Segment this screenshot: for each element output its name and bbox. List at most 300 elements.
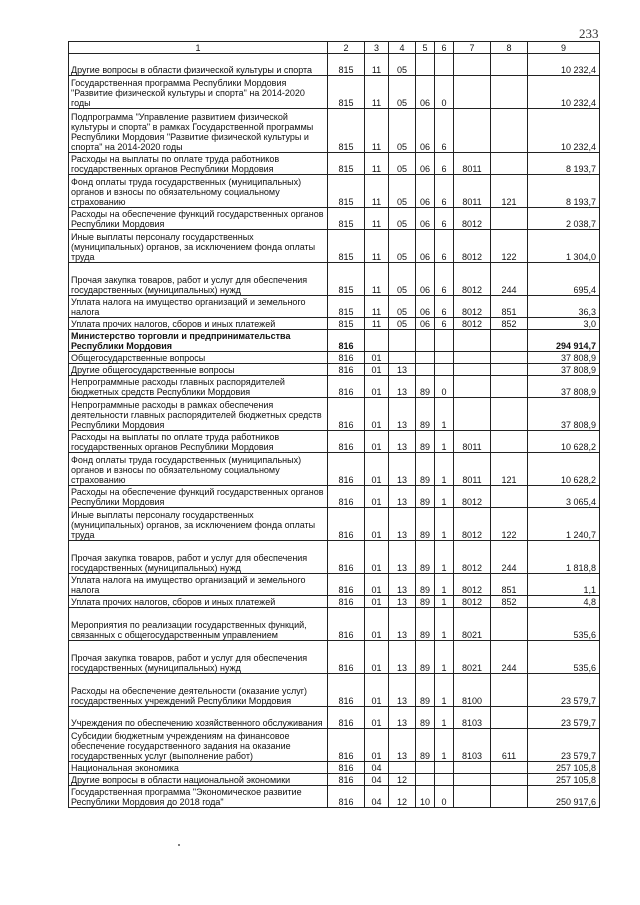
row-name-cell: Субсидии бюджетным учреждениям на финансовое обеспечение государственного задания на оказание государственных услуг (выполнение работ) bbox=[69, 729, 328, 762]
code-cell: 89 bbox=[416, 508, 435, 541]
code-cell: 11 bbox=[365, 109, 389, 153]
code-cell: 122 bbox=[491, 508, 528, 541]
code-cell: 6 bbox=[435, 175, 454, 208]
code-cell bbox=[454, 109, 491, 153]
code-cell: 8012 bbox=[454, 208, 491, 230]
amount-cell: 250 917,6 bbox=[528, 786, 600, 808]
code-cell: 13 bbox=[389, 453, 416, 486]
code-cell bbox=[365, 330, 389, 352]
code-cell bbox=[491, 707, 528, 729]
code-cell: 6 bbox=[435, 230, 454, 263]
amount-cell: 294 914,7 bbox=[528, 330, 600, 352]
header-cell: 1 bbox=[69, 42, 328, 54]
code-cell: 244 bbox=[491, 641, 528, 674]
code-cell: 89 bbox=[416, 541, 435, 574]
code-cell bbox=[491, 376, 528, 398]
code-cell: 6 bbox=[435, 153, 454, 175]
row-name-cell: Расходы на обеспечение функций государственных органов Республики Мордовия bbox=[69, 208, 328, 230]
code-cell bbox=[435, 774, 454, 786]
amount-cell: 36,3 bbox=[528, 296, 600, 318]
table-row bbox=[69, 153, 600, 175]
code-cell bbox=[491, 774, 528, 786]
code-cell: 06 bbox=[416, 208, 435, 230]
code-cell: 815 bbox=[328, 230, 365, 263]
code-cell bbox=[454, 76, 491, 109]
header-cell: 5 bbox=[416, 42, 435, 54]
table-row bbox=[69, 330, 600, 352]
code-cell: 05 bbox=[389, 76, 416, 109]
code-cell: 01 bbox=[365, 596, 389, 608]
table-row bbox=[69, 263, 600, 296]
code-cell bbox=[491, 608, 528, 641]
row-name-cell: Фонд оплаты труда государственных (муниципальных) органов и взносы по обязательному социальному страхованию bbox=[69, 453, 328, 486]
code-cell: 1 bbox=[435, 398, 454, 431]
code-cell: 06 bbox=[416, 263, 435, 296]
code-cell: 611 bbox=[491, 729, 528, 762]
amount-cell: 10 232,4 bbox=[528, 109, 600, 153]
table-row bbox=[69, 318, 600, 330]
code-cell: 8012 bbox=[454, 596, 491, 608]
code-cell: 815 bbox=[328, 208, 365, 230]
code-cell bbox=[416, 330, 435, 352]
amount-cell: 1 240,7 bbox=[528, 508, 600, 541]
row-name-cell: Иные выплаты персоналу государственных (муниципальных) органов, за исключением фонда оплаты труда bbox=[69, 508, 328, 541]
code-cell: 815 bbox=[328, 263, 365, 296]
code-cell: 244 bbox=[491, 263, 528, 296]
amount-cell: 1 818,8 bbox=[528, 541, 600, 574]
code-cell: 01 bbox=[365, 541, 389, 574]
code-cell: 12 bbox=[389, 774, 416, 786]
amount-cell: 8 193,7 bbox=[528, 153, 600, 175]
row-name-cell: Непрограммные расходы главных распорядителей бюджетных средств Республики Мордовия bbox=[69, 376, 328, 398]
code-cell: 89 bbox=[416, 431, 435, 453]
code-cell: 8012 bbox=[454, 486, 491, 508]
code-cell: 05 bbox=[389, 54, 416, 76]
code-cell: 13 bbox=[389, 729, 416, 762]
code-cell: 816 bbox=[328, 608, 365, 641]
code-cell bbox=[435, 352, 454, 364]
table-row bbox=[69, 376, 600, 398]
code-cell bbox=[491, 486, 528, 508]
code-cell bbox=[491, 786, 528, 808]
code-cell bbox=[454, 398, 491, 431]
code-cell: 13 bbox=[389, 574, 416, 596]
code-cell: 816 bbox=[328, 352, 365, 364]
code-cell: 13 bbox=[389, 431, 416, 453]
code-cell: 05 bbox=[389, 296, 416, 318]
row-name-cell: Иные выплаты персоналу государственных (муниципальных) органов, за исключением фонда оплаты труда bbox=[69, 230, 328, 263]
code-cell: 8012 bbox=[454, 318, 491, 330]
code-cell: 13 bbox=[389, 486, 416, 508]
code-cell: 05 bbox=[389, 318, 416, 330]
code-cell: 6 bbox=[435, 109, 454, 153]
code-cell: 851 bbox=[491, 574, 528, 596]
code-cell bbox=[389, 330, 416, 352]
code-cell: 0 bbox=[435, 786, 454, 808]
code-cell: 816 bbox=[328, 729, 365, 762]
code-cell bbox=[416, 762, 435, 774]
table-row bbox=[69, 230, 600, 263]
code-cell bbox=[491, 153, 528, 175]
row-name-cell: Прочая закупка товаров, работ и услуг для обеспечения государственных (муниципальных) нужд bbox=[69, 641, 328, 674]
amount-cell: 10 232,4 bbox=[528, 54, 600, 76]
code-cell: 816 bbox=[328, 574, 365, 596]
code-cell: 05 bbox=[389, 230, 416, 263]
code-cell: 01 bbox=[365, 431, 389, 453]
row-name-cell: Общегосударственные вопросы bbox=[69, 352, 328, 364]
code-cell: 89 bbox=[416, 574, 435, 596]
code-cell: 05 bbox=[389, 153, 416, 175]
code-cell: 852 bbox=[491, 318, 528, 330]
code-cell: 1 bbox=[435, 453, 454, 486]
code-cell bbox=[491, 431, 528, 453]
code-cell: 06 bbox=[416, 175, 435, 208]
table-row bbox=[69, 508, 600, 541]
amount-cell: 8 193,7 bbox=[528, 175, 600, 208]
code-cell: 1 bbox=[435, 729, 454, 762]
code-cell bbox=[416, 54, 435, 76]
code-cell: 13 bbox=[389, 608, 416, 641]
code-cell: 11 bbox=[365, 153, 389, 175]
code-cell: 01 bbox=[365, 486, 389, 508]
table-row bbox=[69, 109, 600, 153]
code-cell: 8011 bbox=[454, 453, 491, 486]
amount-cell: 23 579,7 bbox=[528, 729, 600, 762]
code-cell: 8012 bbox=[454, 574, 491, 596]
code-cell bbox=[435, 364, 454, 376]
table-row bbox=[69, 352, 600, 364]
row-name-cell: Непрограммные расходы в рамках обеспечения деятельности главных распорядителей бюджетных средств Республики Мордовия bbox=[69, 398, 328, 431]
amount-cell: 23 579,7 bbox=[528, 674, 600, 707]
code-cell: 11 bbox=[365, 263, 389, 296]
code-cell: 13 bbox=[389, 364, 416, 376]
code-cell: 816 bbox=[328, 453, 365, 486]
code-cell: 8021 bbox=[454, 641, 491, 674]
code-cell: 816 bbox=[328, 330, 365, 352]
code-cell: 1 bbox=[435, 596, 454, 608]
code-cell: 01 bbox=[365, 376, 389, 398]
code-cell: 6 bbox=[435, 318, 454, 330]
table-row bbox=[69, 486, 600, 508]
code-cell: 8012 bbox=[454, 296, 491, 318]
code-cell: 89 bbox=[416, 596, 435, 608]
code-cell: 1 bbox=[435, 574, 454, 596]
code-cell bbox=[454, 352, 491, 364]
amount-cell: 257 105,8 bbox=[528, 774, 600, 786]
code-cell bbox=[454, 774, 491, 786]
code-cell: 815 bbox=[328, 296, 365, 318]
code-cell: 06 bbox=[416, 230, 435, 263]
row-name-cell: Расходы на обеспечение функций государственных органов Республики Мордовия bbox=[69, 486, 328, 508]
code-cell bbox=[416, 364, 435, 376]
code-cell: 01 bbox=[365, 608, 389, 641]
code-cell: 816 bbox=[328, 596, 365, 608]
code-cell: 8012 bbox=[454, 541, 491, 574]
row-name-cell: Прочая закупка товаров, работ и услуг для обеспечения государственных (муниципальных) нужд bbox=[69, 263, 328, 296]
code-cell: 11 bbox=[365, 230, 389, 263]
code-cell: 816 bbox=[328, 541, 365, 574]
header-cell: 2 bbox=[328, 42, 365, 54]
code-cell: 6 bbox=[435, 263, 454, 296]
amount-cell: 37 808,9 bbox=[528, 364, 600, 376]
code-cell: 05 bbox=[389, 109, 416, 153]
code-cell: 8012 bbox=[454, 263, 491, 296]
code-cell: 01 bbox=[365, 674, 389, 707]
code-cell: 05 bbox=[389, 175, 416, 208]
code-cell: 0 bbox=[435, 376, 454, 398]
row-name-cell: Расходы на выплаты по оплате труда работников государственных органов Республики Мордовия bbox=[69, 431, 328, 453]
amount-cell: 535,6 bbox=[528, 608, 600, 641]
amount-cell: 257 105,8 bbox=[528, 762, 600, 774]
code-cell: 1 bbox=[435, 431, 454, 453]
code-cell: 13 bbox=[389, 398, 416, 431]
row-name-cell: Уплата налога на имущество организаций и земельного налога bbox=[69, 574, 328, 596]
row-name-cell: Уплата налога на имущество организаций и земельного налога bbox=[69, 296, 328, 318]
code-cell: 121 bbox=[491, 453, 528, 486]
code-cell: 816 bbox=[328, 707, 365, 729]
table-row bbox=[69, 453, 600, 486]
code-cell: 6 bbox=[435, 208, 454, 230]
stray-mark bbox=[178, 844, 180, 846]
code-cell bbox=[435, 762, 454, 774]
code-cell: 816 bbox=[328, 486, 365, 508]
row-name-cell: Подпрограмма "Управление развитием физической культуры и спорта" в рамках Государственной программы Республики Мордовия "Развитие физической культуры и спорта" на 2014-2020 годы bbox=[69, 109, 328, 153]
row-name-cell: Фонд оплаты труда государственных (муниципальных) органов и взносы по обязательному социальному страхованию bbox=[69, 175, 328, 208]
code-cell bbox=[491, 398, 528, 431]
code-cell: 01 bbox=[365, 508, 389, 541]
code-cell: 852 bbox=[491, 596, 528, 608]
code-cell: 11 bbox=[365, 76, 389, 109]
row-name-cell: Министерство торговли и предпринимательства Республики Мордовия bbox=[69, 330, 328, 352]
table-row bbox=[69, 541, 600, 574]
code-cell: 815 bbox=[328, 175, 365, 208]
row-name-cell: Другие вопросы в области национальной экономики bbox=[69, 774, 328, 786]
code-cell bbox=[491, 109, 528, 153]
code-cell: 13 bbox=[389, 376, 416, 398]
code-cell bbox=[435, 330, 454, 352]
table-row bbox=[69, 208, 600, 230]
code-cell bbox=[491, 76, 528, 109]
code-cell: 1 bbox=[435, 641, 454, 674]
budget-table bbox=[68, 41, 600, 808]
table-row bbox=[69, 641, 600, 674]
code-cell bbox=[454, 54, 491, 76]
code-cell bbox=[454, 364, 491, 376]
code-cell: 815 bbox=[328, 54, 365, 76]
code-cell: 816 bbox=[328, 786, 365, 808]
code-cell: 13 bbox=[389, 596, 416, 608]
header-cell: 7 bbox=[454, 42, 491, 54]
amount-cell: 10 628,2 bbox=[528, 453, 600, 486]
row-name-cell: Расходы на выплаты по оплате труда работников государственных органов Республики Мордовия bbox=[69, 153, 328, 175]
row-name-cell: Другие общегосударственные вопросы bbox=[69, 364, 328, 376]
code-cell: 01 bbox=[365, 398, 389, 431]
code-cell: 816 bbox=[328, 508, 365, 541]
table-row bbox=[69, 76, 600, 109]
table-row bbox=[69, 574, 600, 596]
table-row bbox=[69, 786, 600, 808]
code-cell: 13 bbox=[389, 541, 416, 574]
table-row bbox=[69, 729, 600, 762]
code-cell bbox=[416, 352, 435, 364]
code-cell: 8103 bbox=[454, 729, 491, 762]
code-cell: 816 bbox=[328, 674, 365, 707]
code-cell: 8103 bbox=[454, 707, 491, 729]
row-name-cell: Государственная программа Республики Мордовия "Развитие физической культуры и спорта" на 2014-2020 годы bbox=[69, 76, 328, 109]
code-cell bbox=[491, 674, 528, 707]
code-cell: 11 bbox=[365, 296, 389, 318]
header-cell: 9 bbox=[528, 42, 600, 54]
table-row bbox=[69, 774, 600, 786]
code-cell: 11 bbox=[365, 175, 389, 208]
code-cell: 1 bbox=[435, 608, 454, 641]
code-cell bbox=[454, 786, 491, 808]
code-cell: 1 bbox=[435, 541, 454, 574]
code-cell bbox=[454, 376, 491, 398]
code-cell: 1 bbox=[435, 486, 454, 508]
code-cell: 89 bbox=[416, 376, 435, 398]
code-cell: 0 bbox=[435, 76, 454, 109]
amount-cell: 695,4 bbox=[528, 263, 600, 296]
code-cell: 89 bbox=[416, 641, 435, 674]
table-row bbox=[69, 762, 600, 774]
code-cell: 01 bbox=[365, 707, 389, 729]
amount-cell: 3,0 bbox=[528, 318, 600, 330]
code-cell: 06 bbox=[416, 109, 435, 153]
code-cell bbox=[454, 762, 491, 774]
code-cell: 01 bbox=[365, 364, 389, 376]
header-row bbox=[69, 42, 600, 54]
code-cell: 851 bbox=[491, 296, 528, 318]
header-cell: 4 bbox=[389, 42, 416, 54]
row-name-cell: Уплата прочих налогов, сборов и иных платежей bbox=[69, 318, 328, 330]
code-cell: 04 bbox=[365, 786, 389, 808]
code-cell bbox=[389, 762, 416, 774]
code-cell: 815 bbox=[328, 318, 365, 330]
code-cell: 816 bbox=[328, 398, 365, 431]
code-cell: 11 bbox=[365, 318, 389, 330]
row-name-cell: Учреждения по обеспечению хозяйственного обслуживания bbox=[69, 707, 328, 729]
code-cell: 05 bbox=[389, 263, 416, 296]
code-cell: 04 bbox=[365, 762, 389, 774]
code-cell: 8021 bbox=[454, 608, 491, 641]
amount-cell: 37 808,9 bbox=[528, 376, 600, 398]
row-name-cell: Государственная программа "Экономическое развитие Республики Мордовия до 2018 года" bbox=[69, 786, 328, 808]
code-cell bbox=[491, 208, 528, 230]
code-cell: 1 bbox=[435, 674, 454, 707]
table-row bbox=[69, 608, 600, 641]
code-cell bbox=[491, 54, 528, 76]
code-cell: 8011 bbox=[454, 153, 491, 175]
code-cell: 1 bbox=[435, 508, 454, 541]
code-cell: 816 bbox=[328, 431, 365, 453]
code-cell: 6 bbox=[435, 296, 454, 318]
table-row bbox=[69, 707, 600, 729]
code-cell bbox=[454, 330, 491, 352]
code-cell: 816 bbox=[328, 762, 365, 774]
table-row bbox=[69, 364, 600, 376]
code-cell: 01 bbox=[365, 352, 389, 364]
header-cell: 8 bbox=[491, 42, 528, 54]
code-cell bbox=[491, 352, 528, 364]
row-name-cell: Мероприятия по реализации государственных функций, связанных с общегосударственным управлением bbox=[69, 608, 328, 641]
code-cell: 8100 bbox=[454, 674, 491, 707]
code-cell: 06 bbox=[416, 153, 435, 175]
code-cell: 122 bbox=[491, 230, 528, 263]
code-cell: 13 bbox=[389, 641, 416, 674]
code-cell: 815 bbox=[328, 76, 365, 109]
code-cell: 11 bbox=[365, 208, 389, 230]
code-cell: 13 bbox=[389, 707, 416, 729]
code-cell: 89 bbox=[416, 729, 435, 762]
header-cell: 3 bbox=[365, 42, 389, 54]
code-cell: 8011 bbox=[454, 175, 491, 208]
amount-cell: 37 808,9 bbox=[528, 398, 600, 431]
code-cell bbox=[435, 54, 454, 76]
amount-cell: 1 304,0 bbox=[528, 230, 600, 263]
code-cell: 10 bbox=[416, 786, 435, 808]
code-cell: 06 bbox=[416, 76, 435, 109]
code-cell: 816 bbox=[328, 364, 365, 376]
amount-cell: 3 065,4 bbox=[528, 486, 600, 508]
amount-cell: 10 232,4 bbox=[528, 76, 600, 109]
code-cell: 89 bbox=[416, 674, 435, 707]
code-cell: 1 bbox=[435, 707, 454, 729]
code-cell bbox=[491, 330, 528, 352]
code-cell: 121 bbox=[491, 175, 528, 208]
code-cell: 89 bbox=[416, 486, 435, 508]
amount-cell: 10 628,2 bbox=[528, 431, 600, 453]
amount-cell: 37 808,9 bbox=[528, 352, 600, 364]
row-name-cell: Уплата прочих налогов, сборов и иных платежей bbox=[69, 596, 328, 608]
header-cell: 6 bbox=[435, 42, 454, 54]
table-row bbox=[69, 398, 600, 431]
code-cell: 815 bbox=[328, 153, 365, 175]
code-cell: 815 bbox=[328, 109, 365, 153]
code-cell: 12 bbox=[389, 786, 416, 808]
code-cell: 01 bbox=[365, 729, 389, 762]
code-cell: 816 bbox=[328, 774, 365, 786]
amount-cell: 23 579,7 bbox=[528, 707, 600, 729]
amount-cell: 535,6 bbox=[528, 641, 600, 674]
code-cell: 01 bbox=[365, 453, 389, 486]
code-cell: 04 bbox=[365, 774, 389, 786]
code-cell: 01 bbox=[365, 574, 389, 596]
table-row bbox=[69, 54, 600, 76]
code-cell: 89 bbox=[416, 707, 435, 729]
code-cell bbox=[491, 762, 528, 774]
code-cell: 244 bbox=[491, 541, 528, 574]
code-cell: 89 bbox=[416, 398, 435, 431]
row-name-cell: Национальная экономика bbox=[69, 762, 328, 774]
row-name-cell: Расходы на обеспечение деятельности (оказание услуг) государственных учреждений Республики Мордовия bbox=[69, 674, 328, 707]
row-name-cell: Другие вопросы в области физической культуры и спорта bbox=[69, 54, 328, 76]
table-row bbox=[69, 674, 600, 707]
code-cell: 816 bbox=[328, 641, 365, 674]
amount-cell: 2 038,7 bbox=[528, 208, 600, 230]
code-cell: 8012 bbox=[454, 508, 491, 541]
amount-cell: 4,8 bbox=[528, 596, 600, 608]
row-name-cell: Прочая закупка товаров, работ и услуг для обеспечения государственных (муниципальных) нужд bbox=[69, 541, 328, 574]
table-row bbox=[69, 431, 600, 453]
code-cell bbox=[389, 352, 416, 364]
code-cell: 06 bbox=[416, 318, 435, 330]
code-cell: 89 bbox=[416, 608, 435, 641]
page-number: 233 bbox=[579, 26, 599, 41]
code-cell: 05 bbox=[389, 208, 416, 230]
code-cell: 06 bbox=[416, 296, 435, 318]
code-cell: 11 bbox=[365, 54, 389, 76]
